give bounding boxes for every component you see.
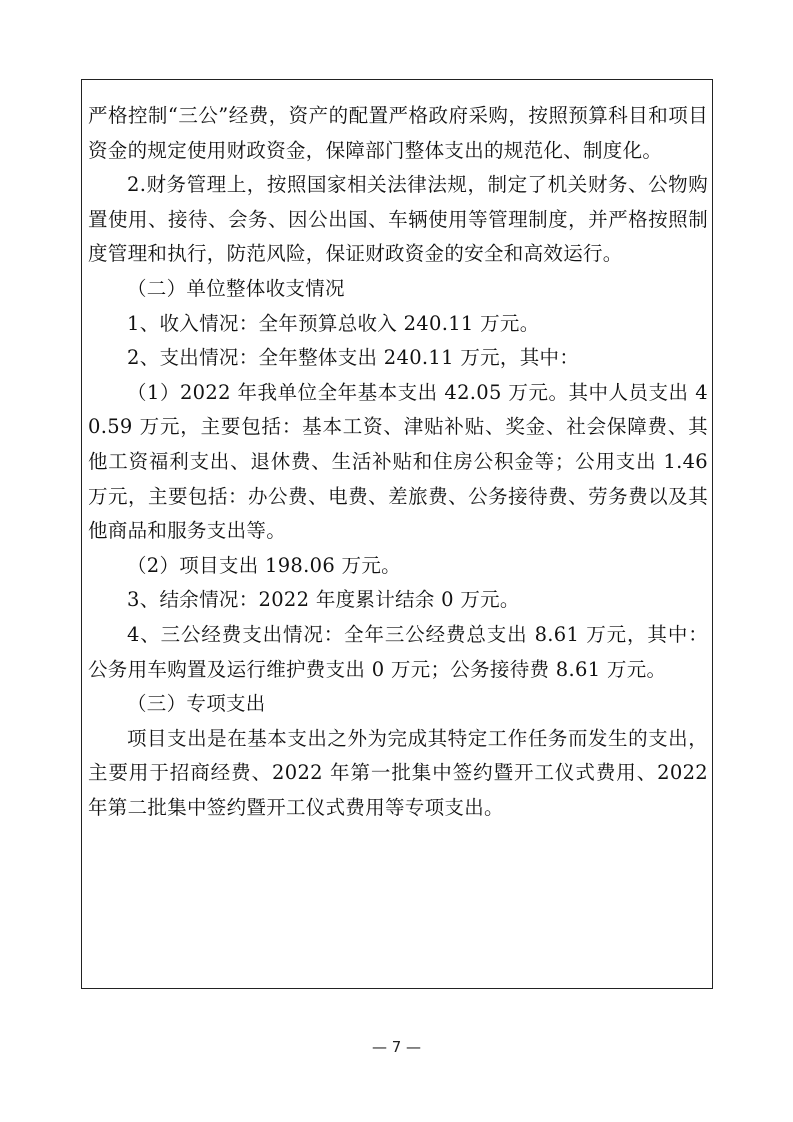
paragraph-continued: 严格控制“三公”经费，资产的配置严格政府采购，按照预算科目和项目资金的规定使用财政资金，保障部门整体支出的规范化、制度化。 [88, 104, 708, 162]
paragraph-balance: 3、结余情况：2022 年度累计结余 0 万元。 [127, 588, 520, 612]
paragraph-three-public-expenses: 4、三公经费支出情况：全年三公经费总支出 8.61 万元，其中：公务用车购置及运行维护费支出 0 万元；公务接待费 8.61 万元。 [88, 622, 708, 681]
paragraph-project-expenditure: （2）项目支出 198.06 万元。 [127, 553, 401, 577]
paragraph-expenditure: 2、支出情况：全年整体支出 240.11 万元，其中： [127, 346, 580, 370]
section-heading-special-expenditure: （三）专项支出 [127, 692, 266, 716]
paragraph-income: 1、收入情况：全年预算总收入 240.11 万元。 [127, 311, 540, 335]
section-heading-income-expense: （二）单位整体收支情况 [127, 276, 345, 300]
document-body [88, 99, 708, 825]
paragraph-basic-expenditure: （1）2022 年我单位全年基本支出 42.05 万元。其中人员支出 40.59 万元，主要包括：基本工资、津贴补贴、奖金、社会保障费、其他工资福利支出、退休费、生活补贴和住房公积金等；公用支出 1.46 万元，主要包括：办公费、电费、差旅费、公务接待费、劳务费以及其他商品和服务支出等。 [88, 380, 708, 543]
paragraph-financial-management: 2.财务管理上，按照国家相关法律法规，制定了机关财务、公物购置使用、接待、会务、因公出国、车辆使用等管理制度，并严格按照制度管理和执行，防范风险，保证财政资金的安全和高效运行。 [88, 173, 708, 266]
page-number: — 7 — [371, 1038, 422, 1056]
paragraph-special-expenditure: 项目支出是在基本支出之外为完成其特定工作任务而发生的支出，主要用于招商经费、2022 年第一批集中签约暨开工仪式费用、2022 年第二批集中签约暨开工仪式费用等专项支出。 [88, 726, 708, 819]
